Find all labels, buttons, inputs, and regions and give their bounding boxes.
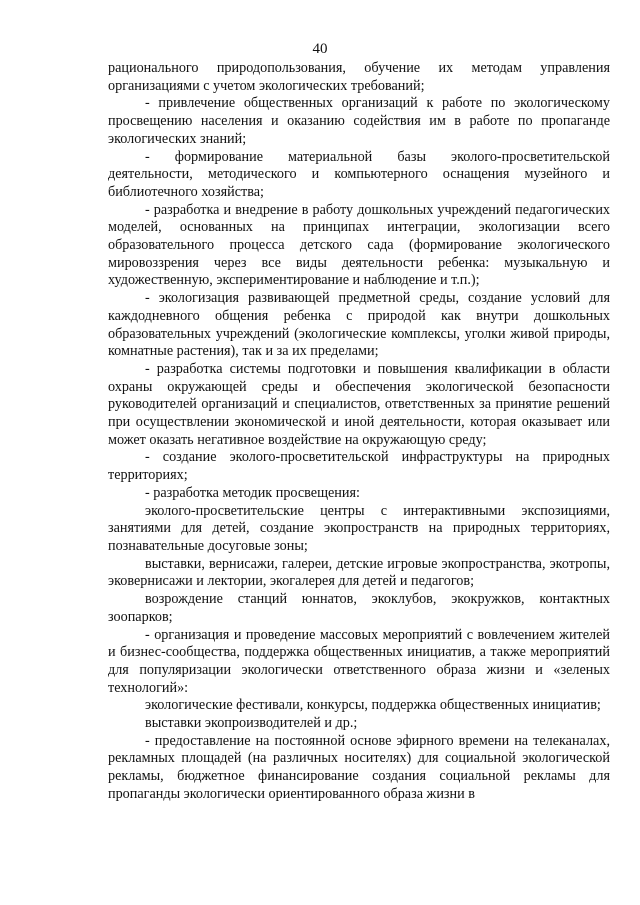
paragraph: - создание эколого-просветительской инфраструктуры на природных территориях; (108, 449, 610, 484)
body-text (108, 60, 610, 804)
paragraph: - разработка методик просвещения: (145, 484, 360, 501)
paragraph: выставки экопроизводителей и др.; (145, 715, 358, 732)
paragraph: - экологизация развивающей предметной среды, создание условий для каждодневного общения ребенка с природой как внутри дошкольных образовательных учреждений (экологические комплексы, уголки живой природы, комнатные растения), так и за их пределами; (108, 290, 610, 360)
page-number: 40 (312, 41, 328, 57)
paragraph: - разработка и внедрение в работу дошкольных учреждений педагогических моделей, основанных на принципах интеграции, экологизации всего образовательного процесса детского сада (формирование экологического мировоззрения через все виды деятельности ребенка: музыкальную и художественную, экспериментирование и наблюдение и т.п.); (108, 201, 610, 289)
paragraph: - формирование материальной базы эколого-просветительской деятельности, методического и компьютерного оснащения музейного и библиотечного хозяйства; (108, 148, 610, 200)
paragraph: эколого-просветительские центры с интерактивными экспозициями, занятиями для детей, создание экопространств на природных территориях, познавательные досуговые зоны; (108, 502, 610, 554)
paragraph: рационального природопользования, обучение их методам управления организациями с учетом экологических требований; (108, 60, 610, 94)
paragraph: выставки, вернисажи, галереи, детские игровые экопространства, экотропы, эковернисажи и лектории, экогалерея для детей и педагогов; (108, 555, 610, 590)
paragraph: - разработка системы подготовки и повышения квалификации в области охраны окружающей среды и обеспечения экологической безопасности руководителей организаций и специалистов, ответственных за принятие решений при осуществлении экономической и иной деятельности, которая оказывает или может оказать негативное воздействие на окружающую среду; (108, 360, 610, 448)
paragraph: - предоставление на постоянной основе эфирного времени на телеканалах, рекламных площадей (на различных носителях) для социальной экологической рекламы, бюджетное финансирование создания социальной рекламы для пропаганды экологически ориентированного образа жизни в (108, 732, 610, 802)
paragraph: экологические фестивали, конкурсы, поддержка общественных инициатив; (145, 697, 601, 714)
paragraph: - привлечение общественных организаций к работе по экологическому просвещению населения и оказанию содействия им в работе по пропаганде экологических знаний; (108, 95, 610, 147)
paragraph: возрождение станций юннатов, экоклубов, экокружков, контактных зоопарков; (108, 591, 610, 625)
paragraph: - организация и проведение массовых мероприятий с вовлечением жителей и бизнес-сообщества, поддержка общественных инициатив, а также мероприятий для популяризации экологически ответственного образа жизни и «зеленых технологий»: (108, 626, 610, 696)
